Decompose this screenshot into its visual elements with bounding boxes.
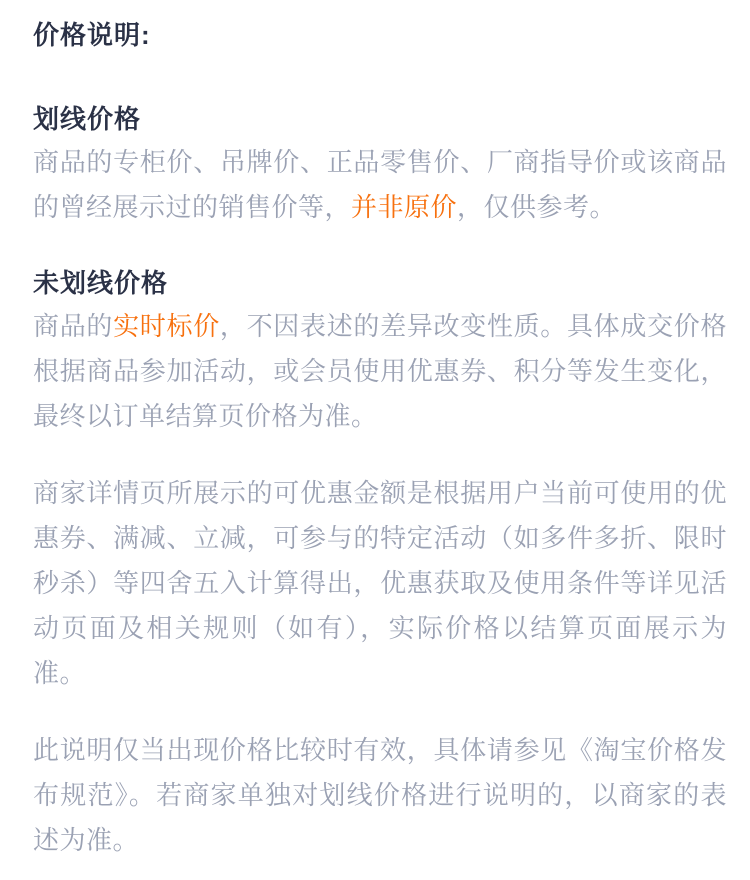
section-validity-note bbox=[33, 728, 727, 863]
text-run: 商家详情页所展示的可优惠金额是根据用户当前可使用的优惠券、满减、立减，可参与的特定活动（如多件多折、限时秒杀）等四舍五入计算得出，优惠获取及使用条件等详见活动页面及相关规则（如有），实际价格以结算页面展示为准。 bbox=[33, 478, 727, 688]
section-strikethrough-price bbox=[33, 98, 727, 230]
section-unstruck-price bbox=[33, 262, 727, 439]
text-run: 商品的 bbox=[33, 311, 114, 341]
section-discount-amount bbox=[33, 471, 727, 696]
highlighted-text: 并非原价 bbox=[351, 192, 458, 222]
strikethrough-price-paragraph bbox=[33, 140, 727, 230]
text-run: 此说明仅当出现价格比较时有效，具体请参见《淘宝价格发布规范》。若商家单独对划线价格进行说明的，以商家的表述为准。 bbox=[33, 735, 727, 855]
unstruck-price-paragraph bbox=[33, 304, 727, 439]
text-run: ，不因表述的差异改变性质。具体成交价格根据商品参加活动，或会员使用优惠券、积分等发生变化，最终以订单结算页价格为准。 bbox=[33, 311, 727, 431]
strikethrough-price-heading: 划线价格 bbox=[33, 104, 142, 134]
discount-amount-paragraph bbox=[33, 471, 727, 696]
highlighted-text: 实时标价 bbox=[113, 311, 220, 341]
text-run: 商品的专柜价、吊牌价、正品零售价、厂商指导价或该商品的曾经展示过的销售价等， bbox=[33, 147, 727, 222]
validity-note-paragraph bbox=[33, 728, 727, 863]
unstruck-price-heading: 未划线价格 bbox=[33, 268, 169, 298]
page-title: 价格说明: bbox=[33, 20, 151, 50]
text-run: ，仅供参考。 bbox=[457, 192, 617, 222]
